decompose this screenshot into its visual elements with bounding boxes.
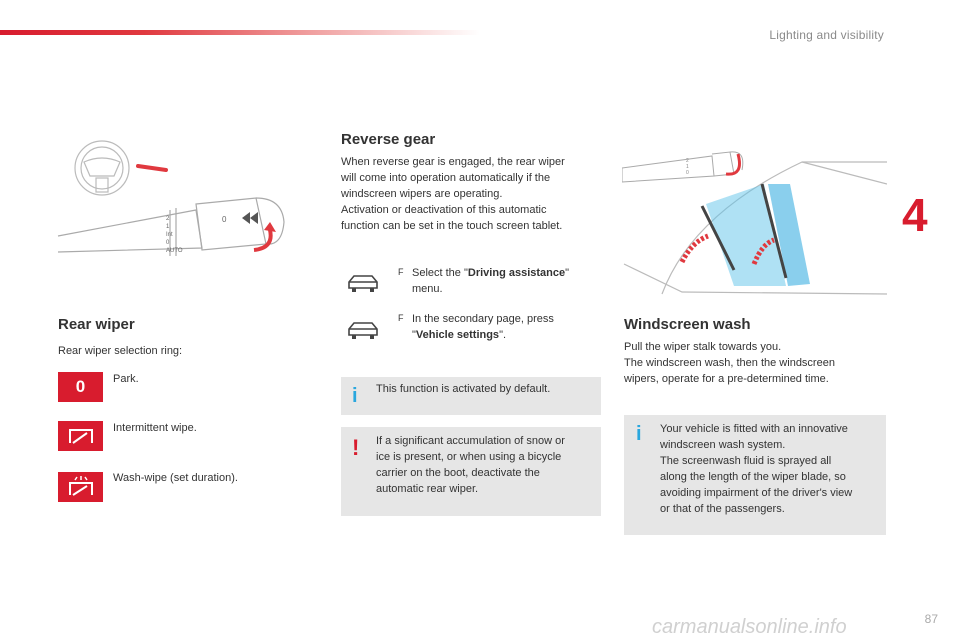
bullet-marker: F (398, 267, 404, 277)
steering-wheel-icon (75, 141, 129, 195)
default-info-note (341, 377, 601, 415)
svg-text:0: 0 (166, 240, 170, 246)
page-number: 87 (924, 612, 938, 626)
0-symbol-icon: 0 (75, 377, 86, 396)
header-accent-bar (0, 30, 480, 35)
text-line: windscreen wipers are operating. (341, 188, 503, 200)
text-line: The windscreen wash, then the windscreen (624, 357, 835, 369)
svg-text:1: 1 (686, 164, 689, 170)
text-line: If a significant accumulation of snow or (376, 435, 565, 447)
warning-note (341, 427, 601, 516)
text-line: function can be set in the touch screen tablet. (341, 220, 563, 232)
step-text: menu. (412, 283, 443, 295)
windscreen-wash-body (624, 339, 886, 387)
step-text: In the secondary page, press (412, 313, 554, 325)
text-line: Pull the wiper stalk towards you. (624, 341, 782, 353)
windscreen-info-text (660, 421, 852, 517)
text-line: Your vehicle is fitted with an innovative (660, 423, 848, 435)
info-note-text: This function is activated by default. (376, 383, 551, 395)
windscreen-wash-heading: Windscreen wash (624, 316, 751, 333)
menu-name: Vehicle settings (415, 329, 500, 341)
svg-text:2: 2 (166, 216, 170, 222)
warning-icon: ! (352, 435, 360, 460)
sweep-arrow-left-icon (682, 236, 708, 262)
wash-wipe-mode-badge (58, 472, 103, 502)
bullet-marker: F (398, 313, 404, 323)
reverse-gear-heading: Reverse gear (341, 131, 436, 148)
rewind-icon (242, 212, 258, 224)
car-settings-icon (346, 319, 380, 343)
wiper-stalk-icon (622, 152, 743, 182)
menu-name: Driving assistance (467, 267, 566, 279)
pull-arrow-icon (726, 154, 740, 174)
svg-text:2: 2 (686, 158, 689, 164)
rear-wiper-heading: Rear wiper (58, 316, 135, 333)
info-icon: i (636, 423, 642, 445)
text-line: windscreen wash system. (660, 439, 786, 451)
intermittent-mode-label: Intermittent wipe. (113, 422, 197, 434)
svg-text:0: 0 (686, 170, 689, 176)
warning-note-text (376, 433, 565, 497)
svg-text:Int: Int (166, 232, 173, 238)
step-text: " (565, 267, 570, 279)
text-line: automatic rear wiper. (376, 483, 479, 495)
text-line: will come into operation automatically if the (341, 172, 551, 184)
car-settings-icon (346, 272, 380, 296)
step-vehicle-settings (398, 311, 554, 343)
rotation-arrow-icon (254, 230, 271, 250)
text-line: avoiding impairment of the driver's view (660, 487, 853, 499)
park-mode-label: Park. (113, 373, 139, 385)
intermittent-wiper-icon (67, 426, 95, 446)
svg-text:1: 1 (166, 224, 170, 230)
step-select-driving-assistance (398, 265, 569, 297)
text-line: or that of the passengers. (660, 503, 785, 515)
stalk-highlight-icon (138, 166, 166, 170)
park-mode-badge (58, 372, 103, 402)
text-line: ice is present, or when using a bicycle (376, 451, 562, 463)
text-line: wipers, operate for a pre-determined time. (624, 373, 829, 385)
rear-wiper-stalk-illustration (56, 140, 296, 275)
intermittent-mode-badge (58, 421, 103, 451)
wash-wipe-icon (67, 475, 95, 499)
svg-text:0: 0 (222, 215, 227, 224)
chapter-number: 4 (902, 189, 928, 241)
step-text: " (412, 329, 416, 341)
reverse-gear-body (341, 154, 601, 234)
wash-wipe-mode-label: Wash-wipe (set duration). (113, 472, 238, 484)
step-text: Select the " (412, 267, 468, 279)
text-line: When reverse gear is engaged, the rear wiper (341, 156, 565, 168)
svg-text:AUTO: AUTO (166, 248, 183, 254)
text-line: Activation or deactivation of this automatic (341, 204, 547, 216)
section-title: Lighting and visibility (769, 28, 884, 42)
rear-wiper-intro: Rear wiper selection ring: (58, 345, 183, 357)
text-line: carrier on the boot, deactivate the (376, 467, 540, 479)
text-line: The screenwash fluid is sprayed all (660, 455, 832, 467)
text-line: along the length of the wiper blade, so (660, 471, 846, 483)
windscreen-wash-illustration (622, 144, 887, 299)
windscreen-info-note (624, 415, 886, 535)
info-icon: i (352, 385, 358, 407)
watermark: carmanualsonline.info (652, 616, 847, 638)
step-text: ". (499, 329, 507, 341)
